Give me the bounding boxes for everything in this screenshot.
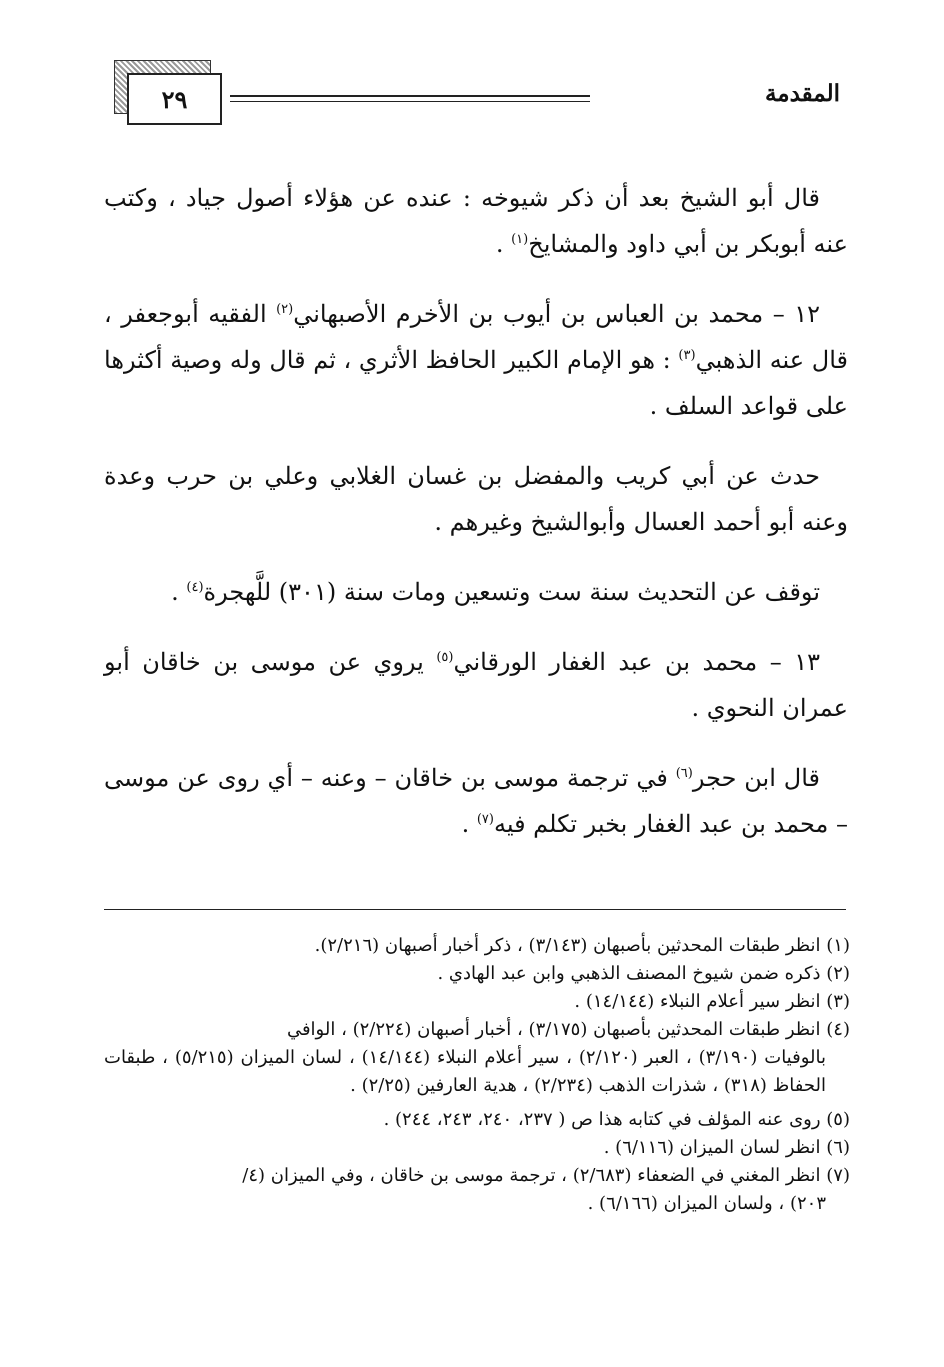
section-title: المقدمة [764,80,840,107]
paragraph-4 [104,569,848,615]
header-rule [230,95,590,97]
footnote-ref: (٣) [678,348,696,363]
footnote-ref: (٢) [276,302,294,317]
paragraph-text: في ترجمة موسى بن خاقان – وعنه – أي روى عن موسى – محمد بن عبد الغفار بخبر تكلم فيه [104,764,848,838]
paragraph-tail: . [461,810,477,838]
paragraph-text: قال أبو الشيخ بعد أن ذكر شيوخه : عنده عن هؤلاء أصول جياد ، وكتب عنه أبوبكر بن أبي داود والمشايخ [104,184,848,258]
footnote-6 [104,1134,850,1162]
paragraph-text: ١٣ – محمد بن عبد الغفار الورقاني [453,648,820,676]
footnote-text: (٦) انظر لسان الميزان (٦/١١٦) . [603,1137,850,1158]
page-header [0,0,944,150]
footnote-7 [104,1162,850,1218]
header-rule-thin [230,101,590,102]
footnote-text: (٢) ذكره ضمن شيوخ المصنف الذهبي وابن عبد الهادي . [437,963,850,984]
paragraph-text: : هو الإمام الكبير الحافظ الأثري ، ثم قال وله وصية أكثرها على قواعد السلف . [104,346,848,420]
paragraph-5 [104,639,848,731]
footnote-separator [104,909,846,910]
paragraph-6 [104,755,848,847]
footnote-ref: (٧) [476,812,494,827]
paragraph-text: يروي عن موسى بن خاقان أبو عمران النحوي . [104,648,848,722]
footnote-3 [104,988,850,1016]
page-number-box [127,73,222,125]
footnote-text: (٣) انظر سير أعلام النبلاء (١٤/١٤٤) . [574,991,850,1012]
footnote-text: (٤) انظر طبقات المحدثين بأصبهان (٣/١٧٥) ، أخبار أصبهان (٢/٢٢٤) ، الوافي [286,1019,850,1040]
page-number: ٢٩ [161,84,188,114]
footnote-text: (٧) انظر المغني في الضعفاء (٢/٦٨٣) ، ترجمة موسى بن خاقان ، وفي الميزان (٤/ [242,1165,850,1186]
paragraph-3 [104,453,848,545]
footnote-ref: (٦) [675,766,693,781]
paragraph-text: حدث عن أبي كريب والمفضل بن غسان الغلابي وعلي بن حرب وعدة وعنه أبو أحمد العسال وأبوالشيخ وغيرهم . [104,462,848,536]
footnote-ref: (٤) [186,580,204,595]
paragraph-1 [104,175,848,267]
paragraph-tail: . [171,578,187,606]
footnote-continuation: ٢٠٣) ، ولسان الميزان (٦/١٦٦) . [587,1193,826,1214]
footnote-text: (١) انظر طبقات المحدثين بأصبهان (٣/١٤٣) ، ذكر أخبار أصبهان (٢/٢١٦). [314,935,850,956]
main-text [104,175,848,871]
paragraph-text: الفقيه أبوجعفر ، قال عنه الذهبي [104,300,848,374]
paragraph-text: قال ابن حجر [692,764,820,792]
footnote-2 [104,960,850,988]
footnote-5 [104,1106,850,1134]
footnotes [104,932,850,1218]
footnote-4 [104,1016,850,1100]
paragraph-2 [104,291,848,429]
footnote-text: (٥) روى عنه المؤلف في كتابه هذا ص ( ٢٣٧، ٢٤٠، ٢٤٣، ٢٤٤) . [383,1109,850,1130]
footnote-continuation: بالوفيات (٣/١٩٠) ، العبر (٢/١٢٠) ، سير أعلام النبلاء (١٤/١٤٤) ، لسان الميزان (٥/٢١٥) ، طبقات الحفاظ (٣١٨) ، شذرات الذهب (٢/٢٣٤) ، هدية العارفين (٢/٢٥) . [104,1047,826,1096]
footnote-ref: (٥) [436,650,454,665]
paragraph-tail: . [495,230,512,258]
paragraph-text: توقف عن التحديث سنة ست وتسعين ومات سنة (٣٠١) للَّهجرة [203,578,820,606]
footnote-ref: (١) [511,232,529,247]
paragraph-text: ١٢ – محمد بن العباس بن أيوب بن الأخرم الأصبهاني [293,300,820,328]
footnote-1 [104,932,850,960]
